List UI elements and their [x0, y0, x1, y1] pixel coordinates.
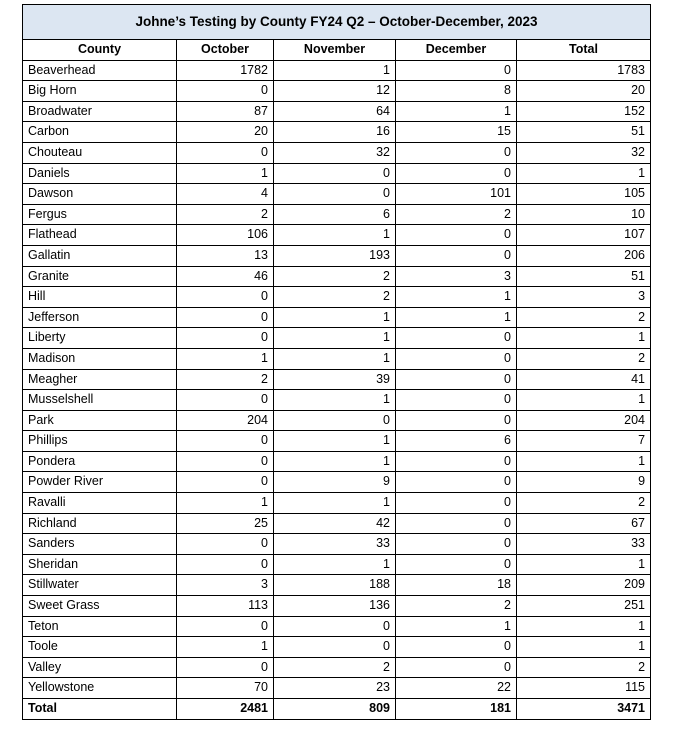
cell-county: Ravalli [23, 493, 177, 514]
cell-county: Beaverhead [23, 60, 177, 81]
cell-total: 51 [517, 122, 651, 143]
cell-october: 87 [177, 101, 274, 122]
table-row [23, 596, 651, 617]
cell-december: 0 [396, 451, 517, 472]
cell-county: Park [23, 410, 177, 431]
cell-december: 18 [396, 575, 517, 596]
cell-october: 2481 [177, 699, 274, 720]
cell-county: Carbon [23, 122, 177, 143]
cell-county: Liberty [23, 328, 177, 349]
table-row [23, 657, 651, 678]
cell-total: 152 [517, 101, 651, 122]
cell-total: 51 [517, 266, 651, 287]
cell-county: Jefferson [23, 307, 177, 328]
cell-november: 188 [274, 575, 396, 596]
cell-december: 0 [396, 369, 517, 390]
cell-november: 2 [274, 266, 396, 287]
cell-county: Phillips [23, 431, 177, 452]
cell-october: 1 [177, 163, 274, 184]
cell-december: 0 [396, 348, 517, 369]
cell-october: 0 [177, 142, 274, 163]
table-title: Johne’s Testing by County FY24 Q2 – October-December, 2023 [23, 5, 651, 40]
cell-total: 3 [517, 287, 651, 308]
cell-county: Gallatin [23, 245, 177, 266]
cell-october: 0 [177, 534, 274, 555]
cell-november: 193 [274, 245, 396, 266]
table-row [23, 287, 651, 308]
cell-december: 0 [396, 225, 517, 246]
cell-total: 67 [517, 513, 651, 534]
cell-november: 0 [274, 616, 396, 637]
cell-total: 1 [517, 616, 651, 637]
cell-total: 2 [517, 493, 651, 514]
cell-total: 2 [517, 657, 651, 678]
cell-total: 2 [517, 348, 651, 369]
johnes-testing-table [22, 4, 651, 720]
cell-total: 32 [517, 142, 651, 163]
cell-total: 251 [517, 596, 651, 617]
cell-december: 2 [396, 204, 517, 225]
cell-county: Powder River [23, 472, 177, 493]
cell-county: Valley [23, 657, 177, 678]
cell-total: 1 [517, 163, 651, 184]
table-row [23, 637, 651, 658]
cell-total: 107 [517, 225, 651, 246]
cell-october: 13 [177, 245, 274, 266]
cell-november: 42 [274, 513, 396, 534]
cell-november: 9 [274, 472, 396, 493]
table-row [23, 678, 651, 699]
cell-december: 0 [396, 657, 517, 678]
cell-total: 20 [517, 81, 651, 102]
cell-november: 2 [274, 657, 396, 678]
cell-december: 181 [396, 699, 517, 720]
cell-december: 22 [396, 678, 517, 699]
table-row [23, 245, 651, 266]
cell-december: 0 [396, 493, 517, 514]
table-row [23, 163, 651, 184]
cell-december: 0 [396, 410, 517, 431]
header-october: October [177, 40, 274, 61]
cell-county: Sheridan [23, 554, 177, 575]
cell-october: 20 [177, 122, 274, 143]
cell-november: 136 [274, 596, 396, 617]
cell-october: 0 [177, 287, 274, 308]
table-row [23, 122, 651, 143]
cell-october: 113 [177, 596, 274, 617]
cell-december: 1 [396, 616, 517, 637]
cell-october: 1 [177, 637, 274, 658]
cell-october: 3 [177, 575, 274, 596]
header-december: December [396, 40, 517, 61]
table-row [23, 204, 651, 225]
cell-county: Sanders [23, 534, 177, 555]
table-row [23, 472, 651, 493]
cell-december: 1 [396, 101, 517, 122]
cell-december: 0 [396, 637, 517, 658]
cell-october: 1 [177, 493, 274, 514]
cell-county: Meagher [23, 369, 177, 390]
table-row [23, 328, 651, 349]
cell-october: 46 [177, 266, 274, 287]
cell-county: Big Horn [23, 81, 177, 102]
cell-october: 0 [177, 390, 274, 411]
table-row [23, 493, 651, 514]
cell-december: 1 [396, 307, 517, 328]
cell-november: 1 [274, 431, 396, 452]
cell-november: 23 [274, 678, 396, 699]
cell-november: 0 [274, 637, 396, 658]
cell-november: 12 [274, 81, 396, 102]
cell-november: 1 [274, 348, 396, 369]
cell-december: 101 [396, 184, 517, 205]
cell-december: 0 [396, 472, 517, 493]
header-november: November [274, 40, 396, 61]
cell-county: Total [23, 699, 177, 720]
cell-december: 8 [396, 81, 517, 102]
cell-county: Flathead [23, 225, 177, 246]
cell-october: 0 [177, 472, 274, 493]
cell-county: Fergus [23, 204, 177, 225]
cell-total: 1 [517, 328, 651, 349]
table-row [23, 451, 651, 472]
header-total: Total [517, 40, 651, 61]
cell-october: 1 [177, 348, 274, 369]
table-row [23, 369, 651, 390]
header-county: County [23, 40, 177, 61]
cell-county: Stillwater [23, 575, 177, 596]
cell-total: 33 [517, 534, 651, 555]
cell-december: 0 [396, 142, 517, 163]
cell-december: 0 [396, 163, 517, 184]
cell-october: 4 [177, 184, 274, 205]
cell-total: 9 [517, 472, 651, 493]
cell-december: 2 [396, 596, 517, 617]
table-row [23, 575, 651, 596]
cell-total: 1 [517, 554, 651, 575]
cell-october: 70 [177, 678, 274, 699]
cell-november: 1 [274, 60, 396, 81]
cell-december: 0 [396, 245, 517, 266]
cell-total: 115 [517, 678, 651, 699]
cell-november: 16 [274, 122, 396, 143]
cell-total: 1 [517, 637, 651, 658]
cell-december: 0 [396, 390, 517, 411]
cell-november: 6 [274, 204, 396, 225]
cell-total: 204 [517, 410, 651, 431]
table-row [23, 534, 651, 555]
cell-november: 0 [274, 184, 396, 205]
cell-october: 0 [177, 431, 274, 452]
table-row [23, 307, 651, 328]
cell-total: 3471 [517, 699, 651, 720]
cell-november: 1 [274, 328, 396, 349]
table-row [23, 410, 651, 431]
cell-october: 0 [177, 616, 274, 637]
cell-total: 1783 [517, 60, 651, 81]
cell-october: 25 [177, 513, 274, 534]
cell-october: 0 [177, 657, 274, 678]
cell-county: Yellowstone [23, 678, 177, 699]
cell-october: 0 [177, 451, 274, 472]
cell-total: 209 [517, 575, 651, 596]
table-row [23, 184, 651, 205]
table-row [23, 225, 651, 246]
header-row [23, 40, 651, 61]
cell-county: Sweet Grass [23, 596, 177, 617]
cell-december: 3 [396, 266, 517, 287]
cell-county: Granite [23, 266, 177, 287]
table-row [23, 431, 651, 452]
cell-november: 1 [274, 307, 396, 328]
cell-november: 0 [274, 410, 396, 431]
cell-county: Dawson [23, 184, 177, 205]
cell-county: Pondera [23, 451, 177, 472]
table-row [23, 81, 651, 102]
table-row [23, 142, 651, 163]
table-row [23, 266, 651, 287]
cell-october: 0 [177, 81, 274, 102]
cell-december: 15 [396, 122, 517, 143]
cell-county: Toole [23, 637, 177, 658]
cell-october: 2 [177, 204, 274, 225]
cell-total: 41 [517, 369, 651, 390]
cell-october: 2 [177, 369, 274, 390]
cell-november: 2 [274, 287, 396, 308]
cell-county: Daniels [23, 163, 177, 184]
cell-november: 1 [274, 493, 396, 514]
cell-october: 106 [177, 225, 274, 246]
cell-county: Madison [23, 348, 177, 369]
cell-november: 32 [274, 142, 396, 163]
cell-county: Hill [23, 287, 177, 308]
table-row [23, 348, 651, 369]
cell-county: Teton [23, 616, 177, 637]
cell-november: 0 [274, 163, 396, 184]
cell-october: 1782 [177, 60, 274, 81]
cell-total: 7 [517, 431, 651, 452]
cell-october: 0 [177, 328, 274, 349]
cell-december: 0 [396, 513, 517, 534]
cell-county: Broadwater [23, 101, 177, 122]
cell-october: 0 [177, 554, 274, 575]
cell-county: Richland [23, 513, 177, 534]
cell-december: 0 [396, 554, 517, 575]
cell-november: 39 [274, 369, 396, 390]
table-row [23, 554, 651, 575]
cell-november: 64 [274, 101, 396, 122]
cell-november: 1 [274, 390, 396, 411]
cell-november: 33 [274, 534, 396, 555]
cell-november: 1 [274, 225, 396, 246]
table-row [23, 390, 651, 411]
table-row [23, 616, 651, 637]
cell-county: Chouteau [23, 142, 177, 163]
cell-november: 1 [274, 451, 396, 472]
cell-november: 1 [274, 554, 396, 575]
cell-total: 2 [517, 307, 651, 328]
cell-total: 206 [517, 245, 651, 266]
cell-total: 10 [517, 204, 651, 225]
table-row [23, 101, 651, 122]
cell-november: 809 [274, 699, 396, 720]
cell-total: 1 [517, 390, 651, 411]
cell-december: 0 [396, 328, 517, 349]
cell-december: 0 [396, 60, 517, 81]
cell-december: 0 [396, 534, 517, 555]
cell-october: 0 [177, 307, 274, 328]
cell-october: 204 [177, 410, 274, 431]
cell-december: 6 [396, 431, 517, 452]
total-row [23, 699, 651, 720]
cell-total: 105 [517, 184, 651, 205]
cell-county: Musselshell [23, 390, 177, 411]
table-row [23, 513, 651, 534]
cell-total: 1 [517, 451, 651, 472]
table-row [23, 60, 651, 81]
cell-december: 1 [396, 287, 517, 308]
